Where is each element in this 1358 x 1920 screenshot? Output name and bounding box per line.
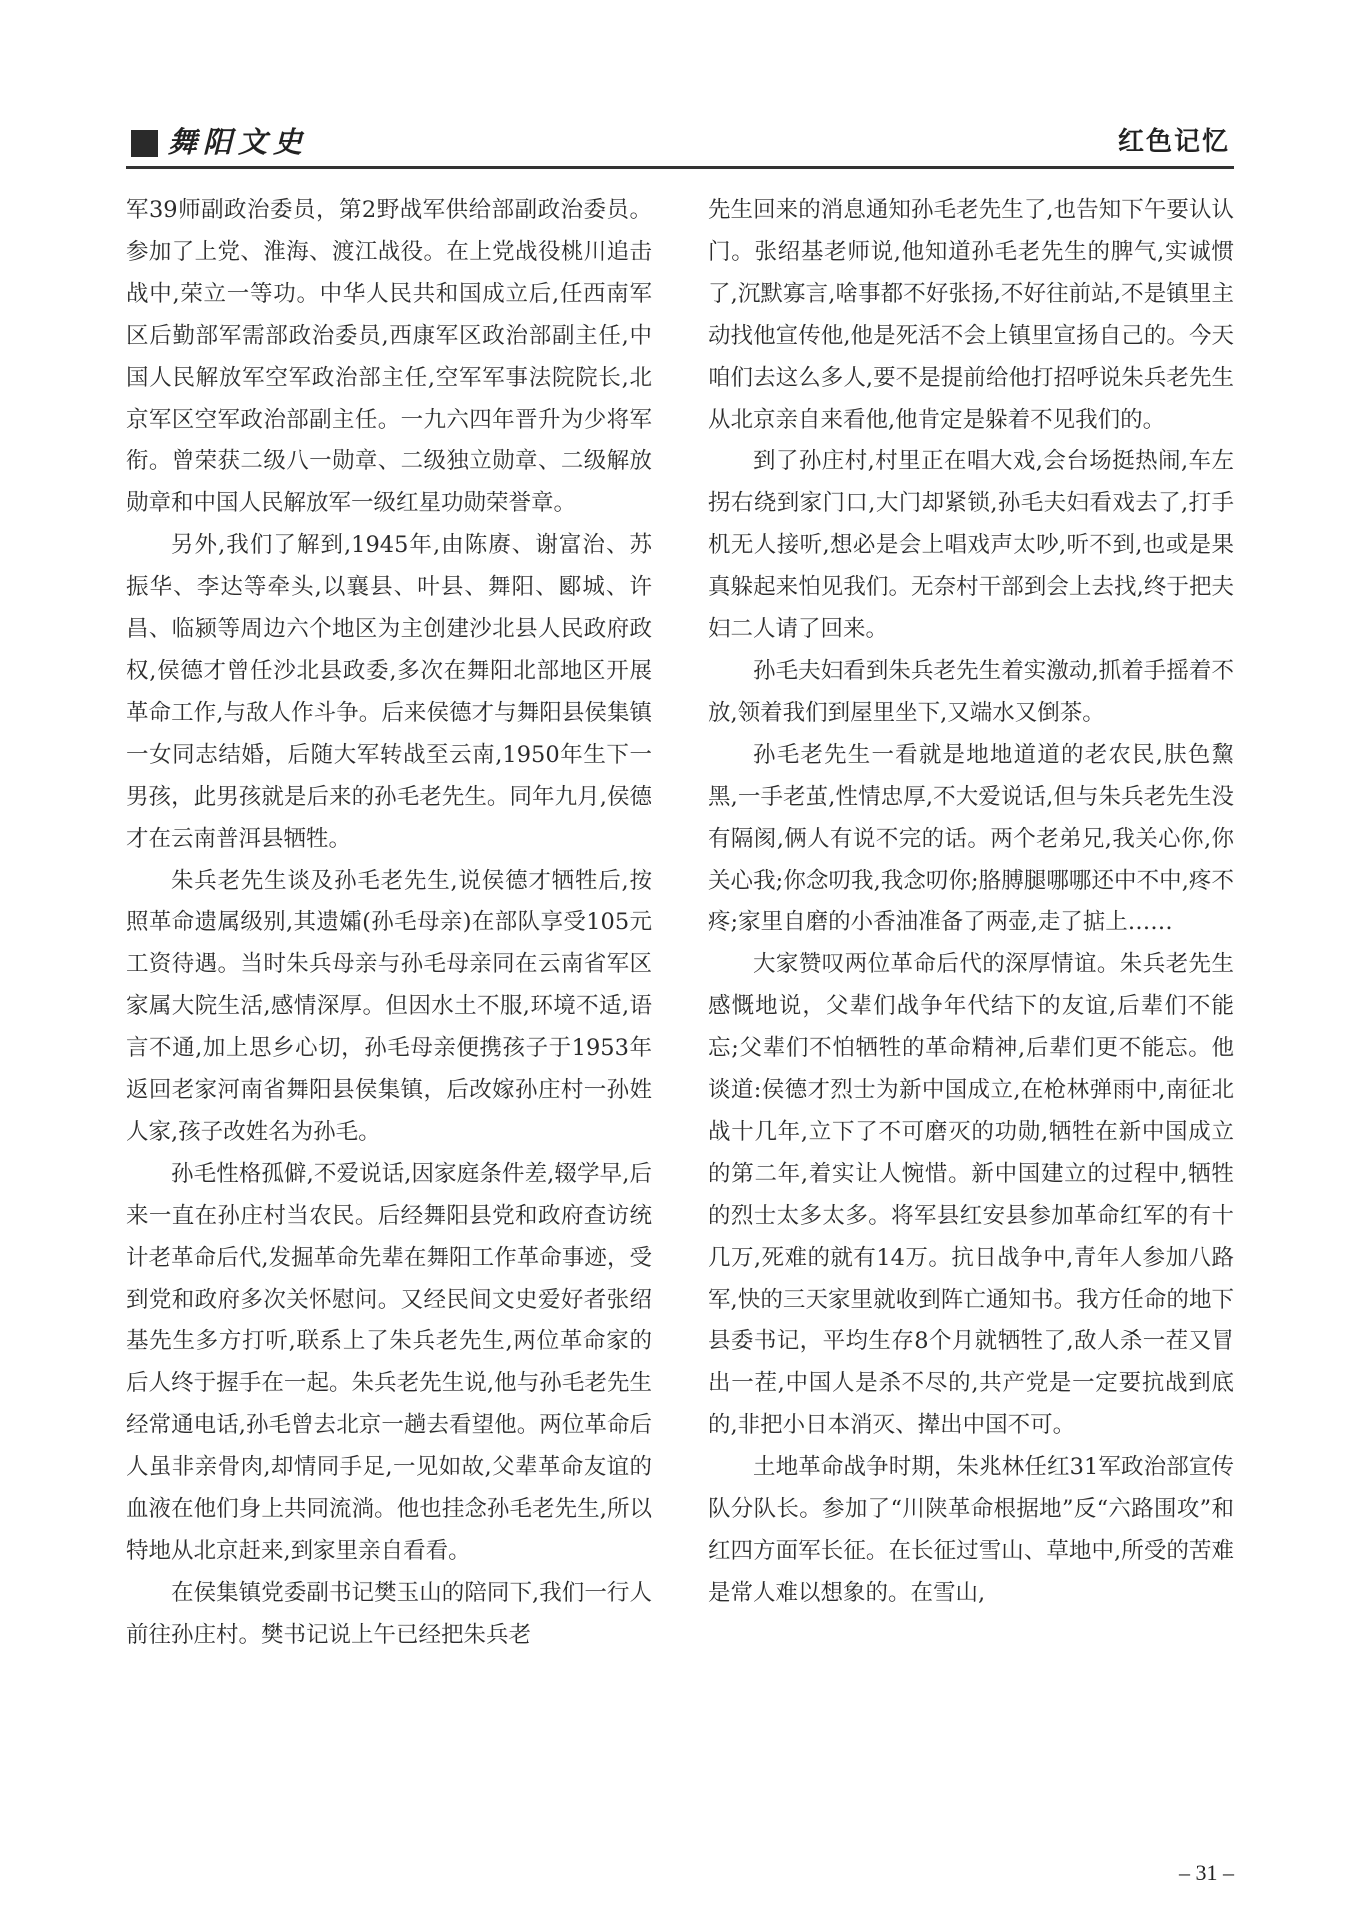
- paragraph: 军39师副政治委员，第2野战军供给部副政治委员。参加了上党、淮海、渡江战役。在上党战役桃川追击战中,荣立一等功。中华人民共和国成立后,任西南军区后勤部军需部政治委员,西康军区政治部副主任,中国人民解放军空军政治部主任,空军军事法院院长,北京军区空军政治部副主任。一九六四年晋升为少将军衔。曾荣获二级八一勋章、二级独立勋章、二级解放勋章和中国人民解放军一级红星功勋荣誉章。: [126, 197, 652, 517]
- left-column: [126, 190, 652, 1657]
- journal-title: 舞阳文史: [168, 125, 309, 159]
- section-title: 红色记忆: [1117, 127, 1230, 157]
- header-square-mark: [131, 130, 158, 157]
- paragraph: 到了孙庄村,村里正在唱大戏,会台场挺热闹,车左拐右绕到家门口,大门却紧锁,孙毛夫妇看戏去了,打手机无人接听,想必是会上唱戏声太吵,听不到,也或是果真躲起来怕见我们。无奈村干部到会上去找,终于把夫妇二人请了回来。: [708, 448, 1234, 643]
- paragraph: 大家赞叹两位革命后代的深厚情谊。朱兵老先生感慨地说，父辈们战争年代结下的友谊,后辈们不能忘;父辈们不怕牺牲的革命精神,后辈们更不能忘。他谈道:侯德才烈士为新中国成立,在枪林弹雨中,南征北战十几年,立下了不可磨灭的功勋,牺牲在新中国成立的第二年,着实让人惋惜。新中国建立的过程中,牺牲的烈士太多太多。将军县红安县参加革命红军的有十几万,死难的就有14万。抗日战争中,青年人参加八路军,快的三天家里就收到阵亡通知书。我方任命的地下县委书记，平均生存8个月就牺牲了,敌人杀一茬又冒出一茬,中国人是杀不尽的,共产党是一定要抗战到底的,非把小日本消灭、撵出中国不可。: [708, 951, 1234, 1439]
- paragraph: 朱兵老先生谈及孙毛老先生,说侯德才牺牲后,按照革命遗属级别,其遗孀(孙毛母亲)在部队享受105元工资待遇。当时朱兵母亲与孙毛母亲同在云南省军区家属大院生活,感情深厚。但因水土不服,环境不适,语言不通,加上思乡心切，孙毛母亲便携孩子于1953年返回老家河南省舞阳县侯集镇，后改嫁孙庄村一孙姓人家,孩子改姓名为孙毛。: [126, 867, 652, 1145]
- page-number: – 31 –: [1179, 1860, 1234, 1885]
- right-column: [708, 190, 1234, 1615]
- paragraph: 在侯集镇党委副书记樊玉山的陪同下,我们一行人前往孙庄村。樊书记说上午已经把朱兵老: [126, 1579, 652, 1648]
- paragraph: 孙毛性格孤僻,不爱说话,因家庭条件差,辍学早,后来一直在孙庄村当农民。后经舞阳县党和政府查访统计老革命后代,发掘革命先辈在舞阳工作革命事迹，受到党和政府多次关怀慰问。又经民间文史爱好者张绍基先生多方打听,联系上了朱兵老先生,两位革命家的后人终于握手在一起。朱兵老先生说,他与孙毛老先生经常通电话,孙毛曾去北京一趟去看望他。两位革命后人虽非亲骨肉,却情同手足,一见如故,父辈革命友谊的血液在他们身上共同流淌。他也挂念孙毛老先生,所以特地从北京赶来,到家里亲自看看。: [126, 1160, 652, 1564]
- header-rule: [126, 166, 1234, 169]
- paragraph: 先生回来的消息通知孙毛老先生了,也告知下午要认认门。张绍基老师说,他知道孙毛老先生的脾气,实诚惯了,沉默寡言,啥事都不好张扬,不好往前站,不是镇里主动找他宣传他,他是死活不会上镇里宣扬自己的。今天咱们去这么多人,要不是提前给他打招呼说朱兵老先生从北京亲自来看他,他肯定是躲着不见我们的。: [708, 197, 1234, 433]
- page-header: [126, 122, 1234, 164]
- paragraph: 土地革命战争时期，朱兆林任红31军政治部宣传队分队长。参加了“川陕革命根据地”反“六路围攻”和红四方面军长征。在长征过雪山、草地中,所受的苦难是常人难以想象的。在雪山,: [708, 1454, 1234, 1606]
- paragraph: 另外,我们了解到,1945年,由陈赓、谢富治、苏振华、李达等牵头,以襄县、叶县、舞阳、郾城、许昌、临颍等周边六个地区为主创建沙北县人民政府政权,侯德才曾任沙北县政委,多次在舞阳北部地区开展革命工作,与敌人作斗争。后来侯德才与舞阳县侯集镇一女同志结婚，后随大军转战至云南,1950年生下一男孩，此男孩就是后来的孙毛老先生。同年九月,侯德才在云南普洱县牺牲。: [126, 532, 652, 852]
- paragraph: 孙毛夫妇看到朱兵老先生着实激动,抓着手摇着不放,领着我们到屋里坐下,又端水又倒茶。: [708, 657, 1234, 726]
- paragraph: 孙毛老先生一看就是地地道道的老农民,肤色黧黑,一手老茧,性情忠厚,不大爱说话,但与朱兵老先生没有隔阂,俩人有说不完的话。两个老弟兄,我关心你,你关心我;你念叨我,我念叨你;胳膊腿哪哪还中不中,疼不疼;家里自磨的小香油准备了两壶,走了掂上……: [708, 741, 1234, 936]
